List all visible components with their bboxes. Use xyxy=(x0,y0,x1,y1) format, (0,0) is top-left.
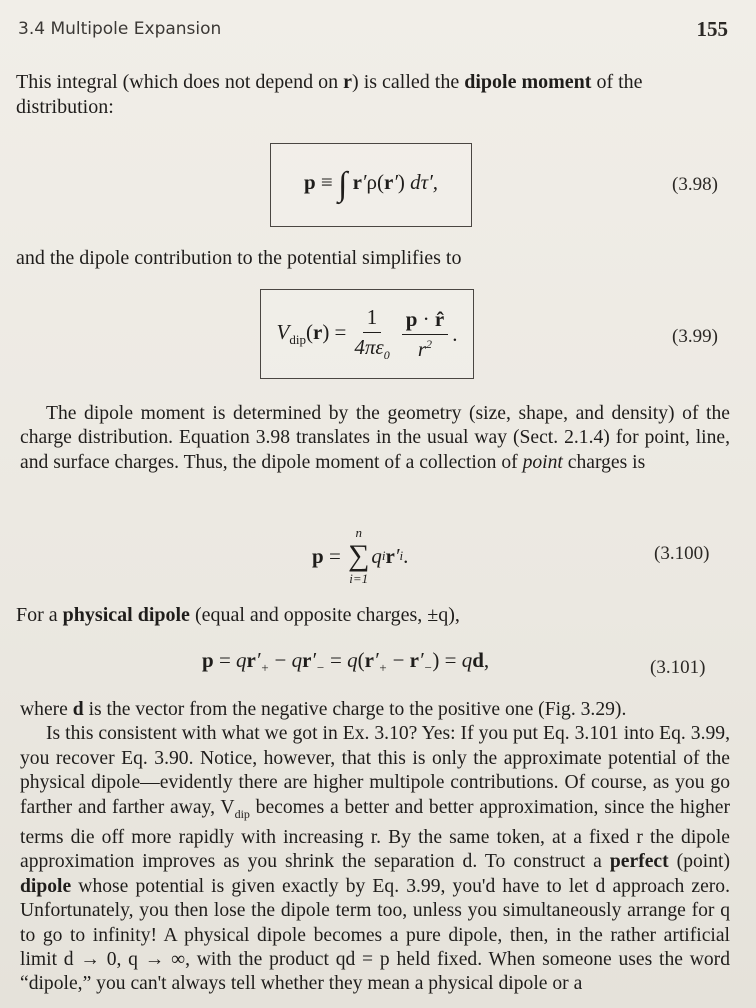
equation-number: (3.100) xyxy=(654,543,710,564)
equation-3-101: $p = qr'_+ - qr'_- = q(r'_+ - r'_-)$ = qd, xyxy=(202,648,490,676)
equation-3-98-box xyxy=(270,143,472,227)
dipole-geometry-paragraph: The dipole moment is determined by the geometry (size, shape, and density) of the charge distribution. Equation 3.98 translates in the usual way (Sect. 2.1.4) for point, line, and surface charges. Thus, the dipole moment of a collection of point charges is xyxy=(20,403,730,473)
intro-paragraph: This integral (which does not depend on r) is called the dipole moment of the distribution: xyxy=(16,71,643,118)
consistency-paragraph: where d is the vector from the negative charge to the positive one (Fig. 3.29). Is this consistent with what we got in Ex. 3.10? Yes: If you put Eq. 3.101 into Eq. 3.99, you recover Eq. 3.90. Notice, however, that this is only the approximate potential of the physical dipole—evidently there are higher multipole contributions. Of course, as you go farther and farther away, $V_{dip}$ becomes a better and better approximation, since the higher terms die off more rapidly with increasing r. By the same token, at a fixed r the dipole approximation improves as you shrink the separation d. To construct a perfect (point) dipole whose potential is given exactly by Eq. 3.99, you'd have to let d approach zero. Unfortunately, you then lose the dipole term too, unless you simultaneously arrange for q to go to infinity! A physical dipole becomes a pure dipole, then, in the rather artificial limit d → 0, q → ∞, with the product qd = p held fixed. When someone uses the word “dipole,” you can't always tell whether they mean a physical dipole or a xyxy=(20,699,730,995)
physical-dipole-line: For a physical dipole (equal and opposite charges, ±q), xyxy=(16,604,460,626)
physical-dipole-term: physical dipole xyxy=(62,604,190,626)
equation-number: (3.98) xyxy=(672,174,718,195)
equation-3-100: p = n ∑ i=1 q i r ′ i . xyxy=(312,525,409,586)
equation-3-99-box xyxy=(260,289,474,379)
dipole-moment-term: dipole moment xyxy=(464,71,592,93)
equation-number: (3.101) xyxy=(650,657,706,678)
transition-paragraph: and the dipole contribution to the potential simplifies to xyxy=(16,247,462,269)
equation-3-98: p ≡ ∫ r′ρ(r′) dτ′, xyxy=(303,166,439,203)
section-title: 3.4 Multipole Expansion xyxy=(18,19,222,39)
page-header xyxy=(18,14,728,44)
page-number: 155 xyxy=(696,16,728,41)
equation-number: (3.99) xyxy=(672,326,718,347)
equation-3-99: $V_{dip}(r)$ = $\frac{1}{4\pi\varepsilon_0}$ $\frac{p \cdot r̂}{r^2}$ . xyxy=(276,304,458,363)
